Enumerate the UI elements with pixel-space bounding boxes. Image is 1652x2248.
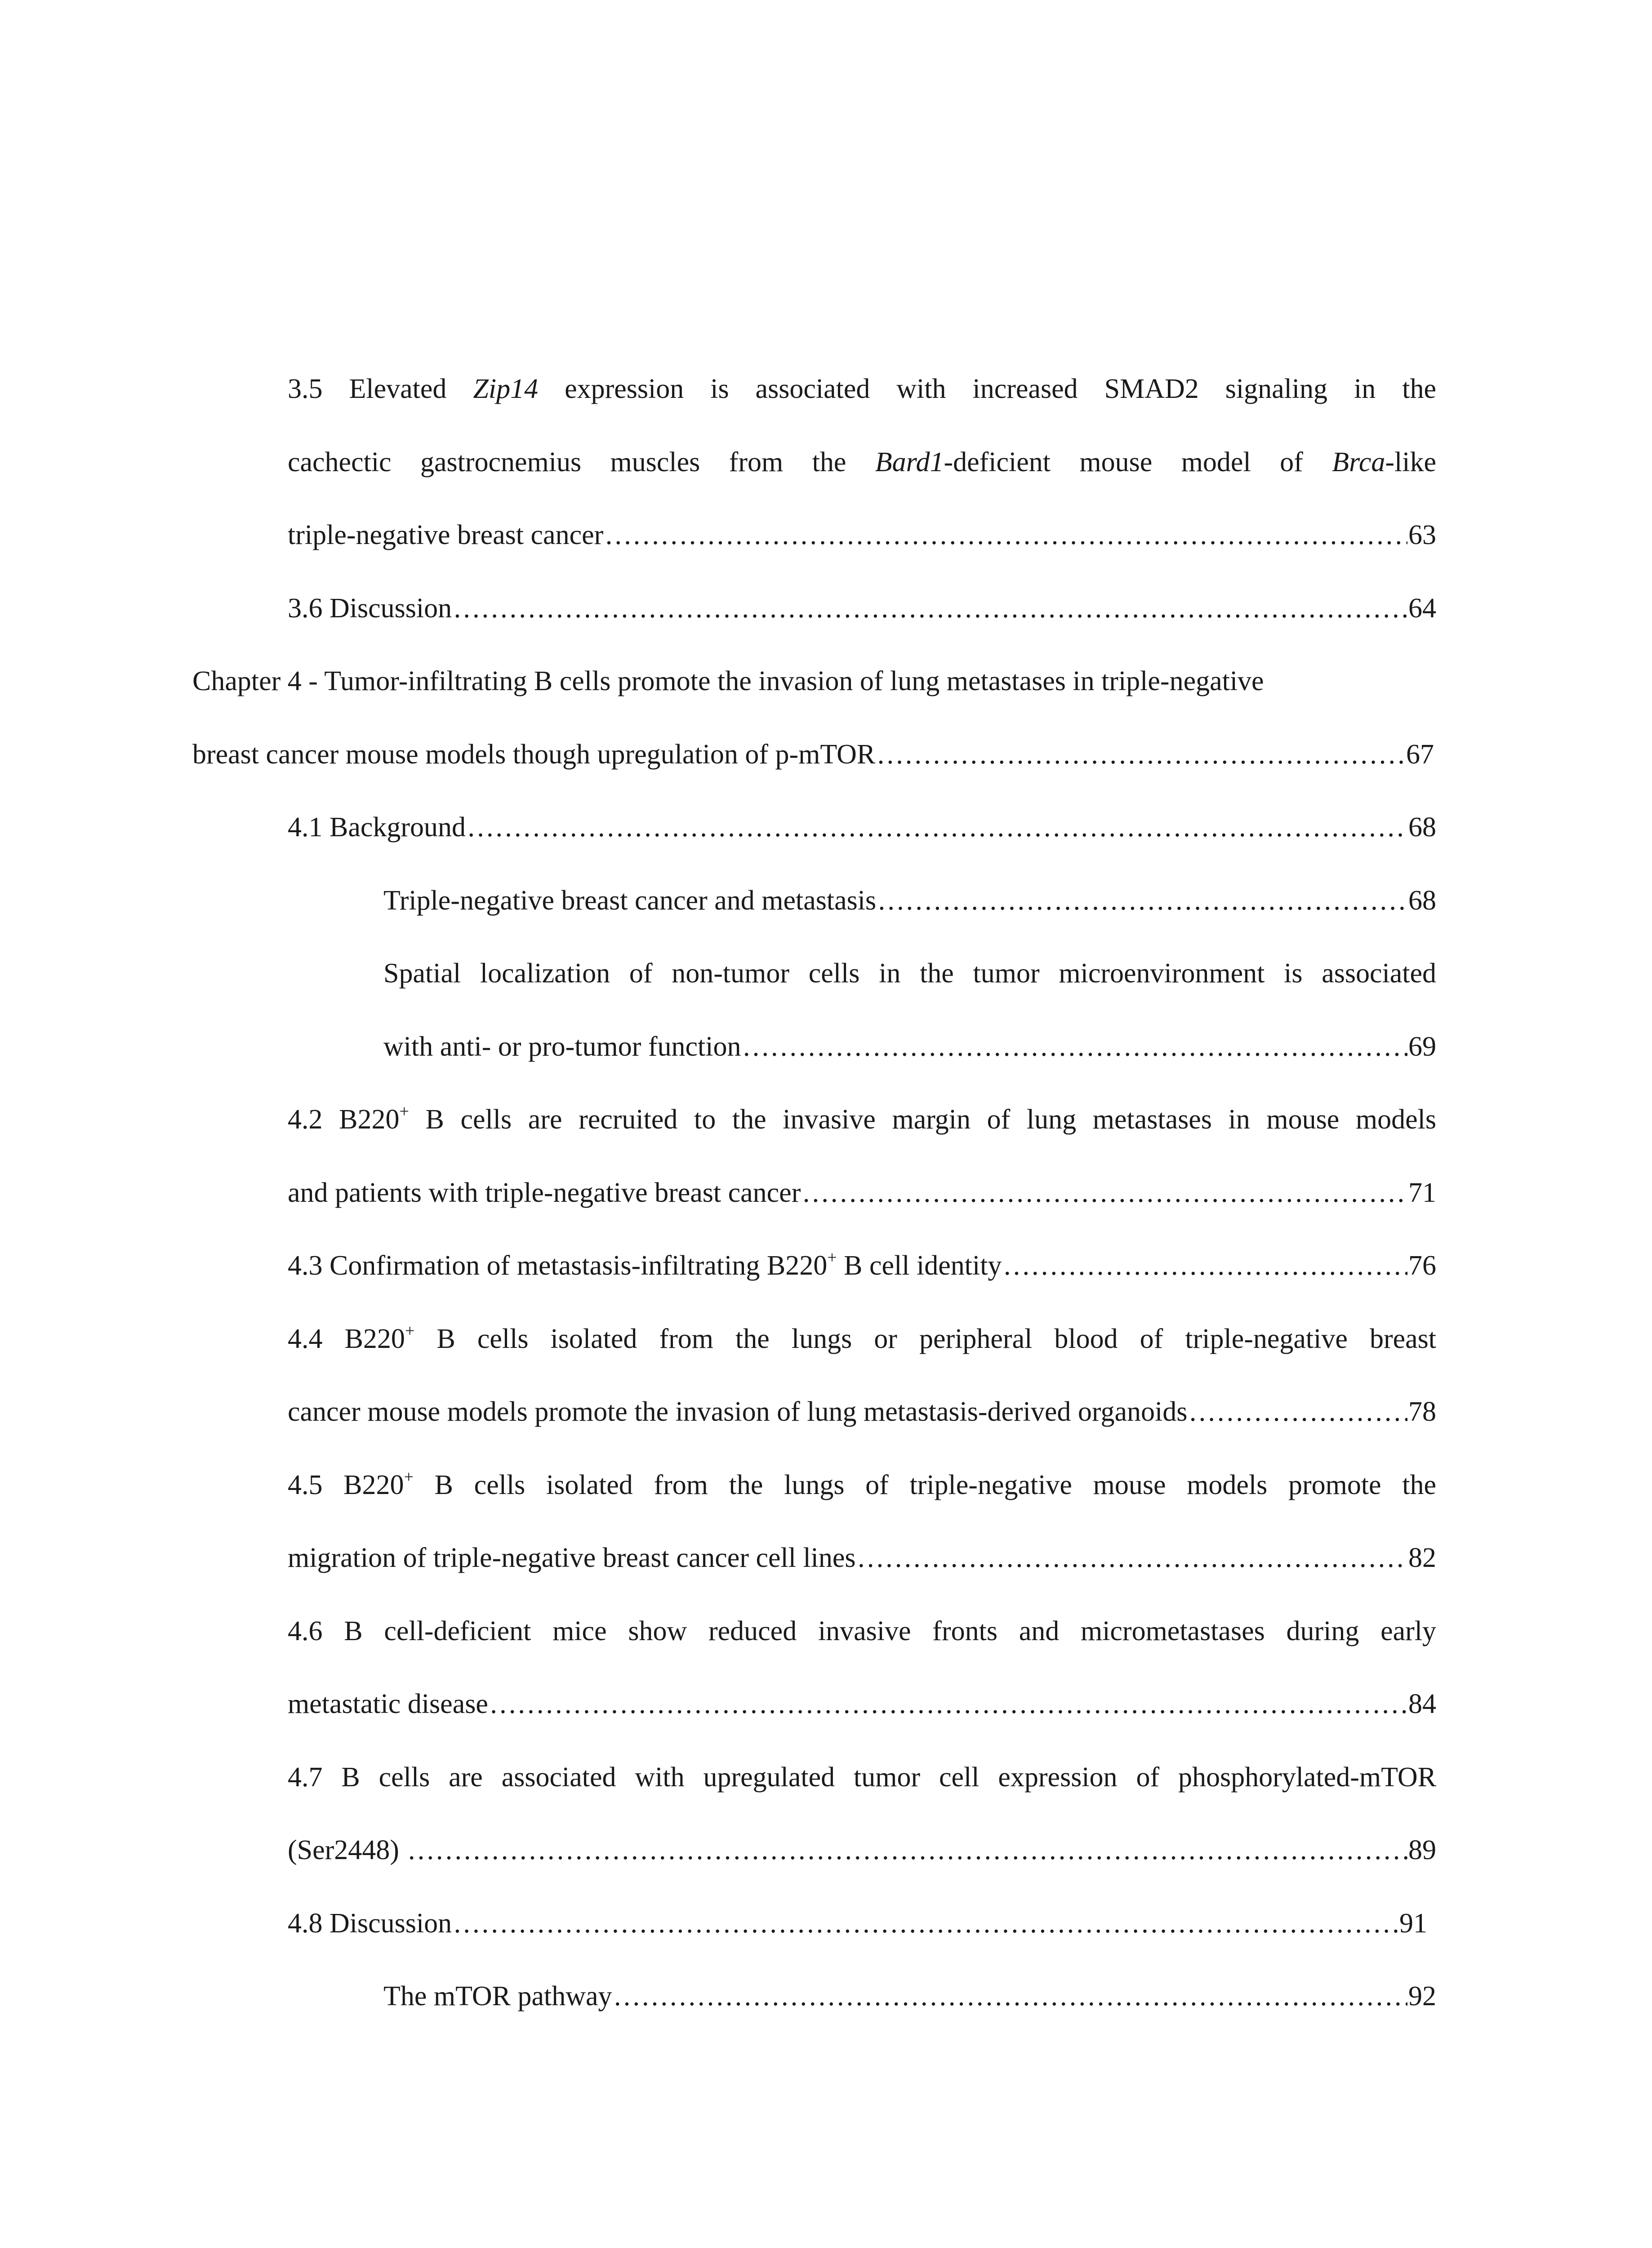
page-number: 69 [1408, 1031, 1436, 1062]
toc-entry-4-5[interactable]: migration of triple-negative breast cancer cell lines ……………………………………………………………………………………………………………………………………………………………………………………………………… 82 [288, 1540, 1436, 1576]
page-number: 76 [1408, 1250, 1436, 1281]
toc-4-2-line1: 4.2 B220+ B cells are recruited to the invasive margin of lung metastases in mouse models [288, 1102, 1436, 1135]
page-number: 71 [1408, 1178, 1436, 1208]
toc-entry-chapter-4[interactable]: breast cancer mouse models though upregulation of p-mTOR ……………………………………………………………………………………………………………………………………………………………………………………………………… 67 [192, 736, 1434, 772]
dot-leader [876, 736, 1405, 772]
page-number: 78 [1408, 1396, 1436, 1427]
toc-4-1-b-line1: Spatial localization of non-tumor cells in the tumor microenvironment is associated [383, 958, 1436, 989]
dot-leader [604, 517, 1407, 553]
toc-entry-4-4[interactable]: cancer mouse models promote the invasion of lung metastasis-derived organoids ……………………………………………………………………………………………………………………………………………………………………………………………………… 78 [288, 1394, 1436, 1430]
toc-4-4-line1: 4.4 B220+ B cells isolated from the lungs or peripheral blood of triple-negative breast [288, 1321, 1436, 1354]
dot-leader [1002, 1248, 1407, 1284]
dot-leader [877, 883, 1407, 919]
toc-entry-3-6[interactable]: 3.6 Discussion ……………………………………………………………………………………………………………………………………………………………………………………………………… 64 [288, 590, 1436, 626]
toc-entry-4-7[interactable]: (Ser2448) ……………………………………………………………………………………………………………………………………………………………………………………………………… 89 [288, 1832, 1436, 1868]
dot-leader [453, 1905, 1398, 1941]
page-number: 68 [1408, 812, 1436, 843]
toc-4-5-line1: 4.5 B220+ B cells isolated from the lungs of triple-negative mouse models promote the [288, 1467, 1436, 1500]
page-number: 64 [1408, 593, 1436, 624]
dot-leader [742, 1029, 1408, 1065]
page-number: 91 [1399, 1908, 1427, 1939]
dot-leader [489, 1686, 1407, 1722]
toc-entry-4-6[interactable]: metastatic disease ……………………………………………………………………………………………………………………………………………………………………………………………………… 84 [288, 1686, 1436, 1722]
toc-chapter-4-line1: Chapter 4 - Tumor-infiltrating B cells promote the invasion of lung metastases in triple-negative [192, 666, 1264, 696]
toc-entry-4-3[interactable]: 4.3 Confirmation of metastasis-infiltrating B220+ B cell identity ……………………………………………………………………………………………………………………………………………………………………………………………………… 76 [288, 1248, 1436, 1284]
dot-leader [467, 809, 1407, 845]
toc-entry-4-8[interactable]: 4.8 Discussion ……………………………………………………………………………………………………………………………………………………………………………………………………… 91 [288, 1905, 1427, 1941]
dot-leader [453, 590, 1407, 626]
toc-3-5-line1: 3.5 Elevated Zip14 expression is associated with increased SMAD2 signaling in the [288, 374, 1436, 404]
page-number: 82 [1408, 1543, 1436, 1573]
toc-entry-4-1-b[interactable]: with anti- or pro-tumor function ……………………………………………………………………………………………………………………………………………………………………………………………………… 69 [383, 1029, 1436, 1065]
gene-name-brca: Brca [1332, 447, 1385, 477]
dot-leader [802, 1175, 1407, 1211]
toc-3-5-line2: cachectic gastrocnemius muscles from the Bard1-deficient mouse model of Brca-like [288, 447, 1436, 477]
page-number: 63 [1408, 520, 1436, 550]
gene-name-zip14: Zip14 [473, 374, 539, 404]
dot-leader [1188, 1394, 1407, 1430]
dot-leader [407, 1832, 1407, 1868]
toc-entry-3-5[interactable]: triple-negative breast cancer ……………………………………………………………………………………………………………………………………………………………………………………………………… 63 [288, 517, 1436, 553]
toc-entry-4-1[interactable]: 4.1 Background ……………………………………………………………………………………………………………………………………………………………………………………………………… 68 [288, 809, 1436, 845]
page-number: 68 [1408, 885, 1436, 916]
page-number: 84 [1408, 1689, 1436, 1719]
gene-name-bard1: Bard1 [875, 447, 944, 477]
page-number: 92 [1408, 1981, 1436, 2012]
dot-leader [857, 1540, 1407, 1576]
toc-4-7-line1: 4.7 B cells are associated with upregulated tumor cell expression of phosphorylated-mTOR [288, 1762, 1436, 1793]
toc-4-6-line1: 4.6 B cell-deficient mice show reduced invasive fronts and micrometastases during early [288, 1616, 1436, 1646]
dot-leader [613, 1978, 1407, 2014]
page-number: 89 [1408, 1835, 1436, 1865]
page-number: 67 [1406, 739, 1434, 770]
toc-entry-4-1-a[interactable]: Triple-negative breast cancer and metastasis ……………………………………………………………………………………………………………………………………………………………………………………………………… 68 [383, 883, 1436, 919]
toc-entry-4-2[interactable]: and patients with triple-negative breast cancer ……………………………………………………………………………………………………………………………………………………………………………………………………… 71 [288, 1175, 1436, 1211]
toc-entry-4-8-a[interactable]: The mTOR pathway ……………………………………………………………………………………………………………………………………………………………………………………………………… 92 [383, 1978, 1436, 2014]
